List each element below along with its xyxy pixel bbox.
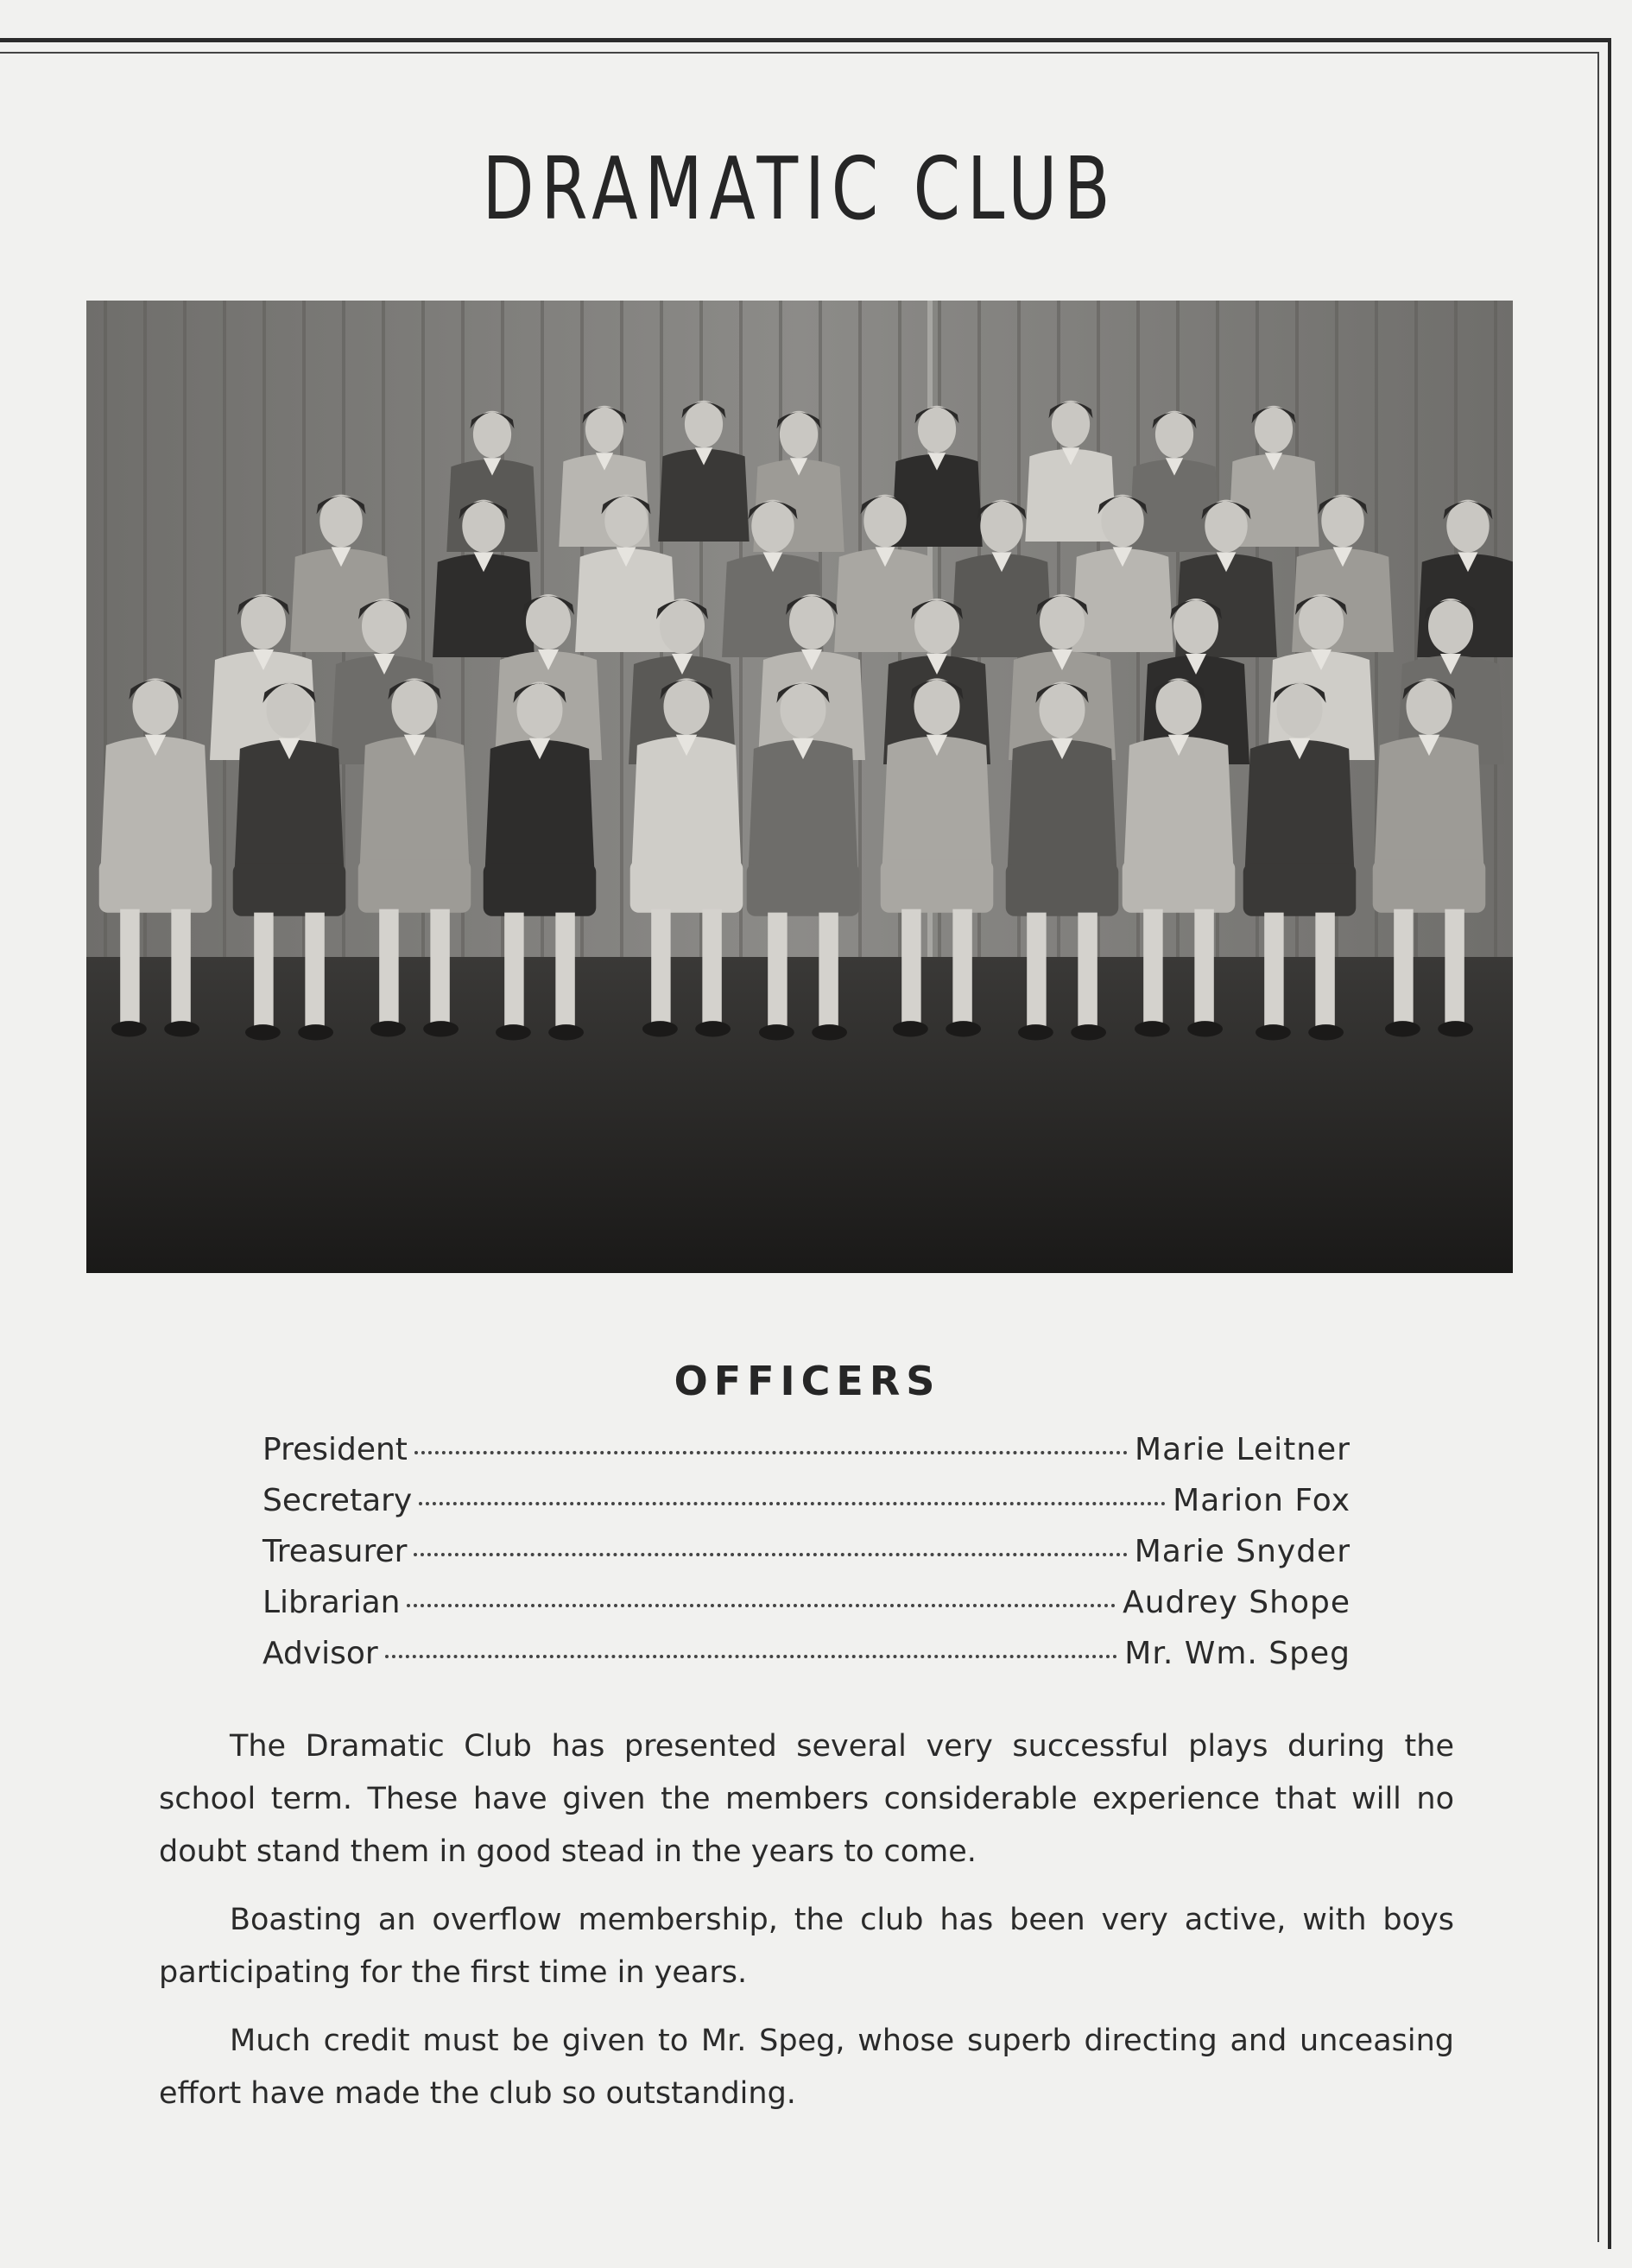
- officer-role: Treasurer: [263, 1534, 408, 1569]
- paragraph: Much credit must be given to Mr. Speg, whose superb directing and unceasing effort have made the club so outstanding.: [159, 2024, 1454, 2111]
- dot-leader: [407, 1604, 1116, 1607]
- officers-heading: OFFICERS: [674, 1358, 941, 1404]
- group-photo: [86, 301, 1513, 1273]
- officer-name: Audrey Shope: [1123, 1585, 1351, 1620]
- dot-leader: [419, 1502, 1166, 1505]
- officer-role: Advisor: [263, 1636, 378, 1671]
- officer-row: [263, 1483, 1351, 1534]
- officer-row: [263, 1534, 1351, 1585]
- officer-name: Mr. Wm. Speg: [1124, 1636, 1351, 1671]
- officers-list: [263, 1432, 1351, 1687]
- officer-name: Marion Fox: [1173, 1483, 1351, 1518]
- dot-leader: [414, 1553, 1127, 1556]
- dot-leader: [414, 1451, 1128, 1454]
- dot-leader: [385, 1655, 1118, 1658]
- paragraph: The Dramatic Club has presented several very successful plays during the school term. These have given the members considerable experience that will no doubt stand them in good stead in the years to come.: [159, 1729, 1454, 1869]
- paragraph: Boasting an overflow membership, the club has been very active, with boys participating for the first time in years.: [159, 1903, 1454, 1990]
- officer-name: Marie Leitner: [1135, 1432, 1351, 1467]
- club-description: [159, 1720, 1454, 2136]
- group-photo-illustration: [86, 301, 1513, 1273]
- officer-row: [263, 1636, 1351, 1687]
- officer-role: President: [263, 1432, 408, 1467]
- officer-row: [263, 1432, 1351, 1483]
- officer-role: Librarian: [263, 1585, 401, 1620]
- officer-row: [263, 1585, 1351, 1636]
- officer-role: Secretary: [263, 1483, 413, 1518]
- officer-name: Marie Snyder: [1134, 1534, 1351, 1569]
- page-title: DRAMATIC CLUB: [482, 138, 1117, 239]
